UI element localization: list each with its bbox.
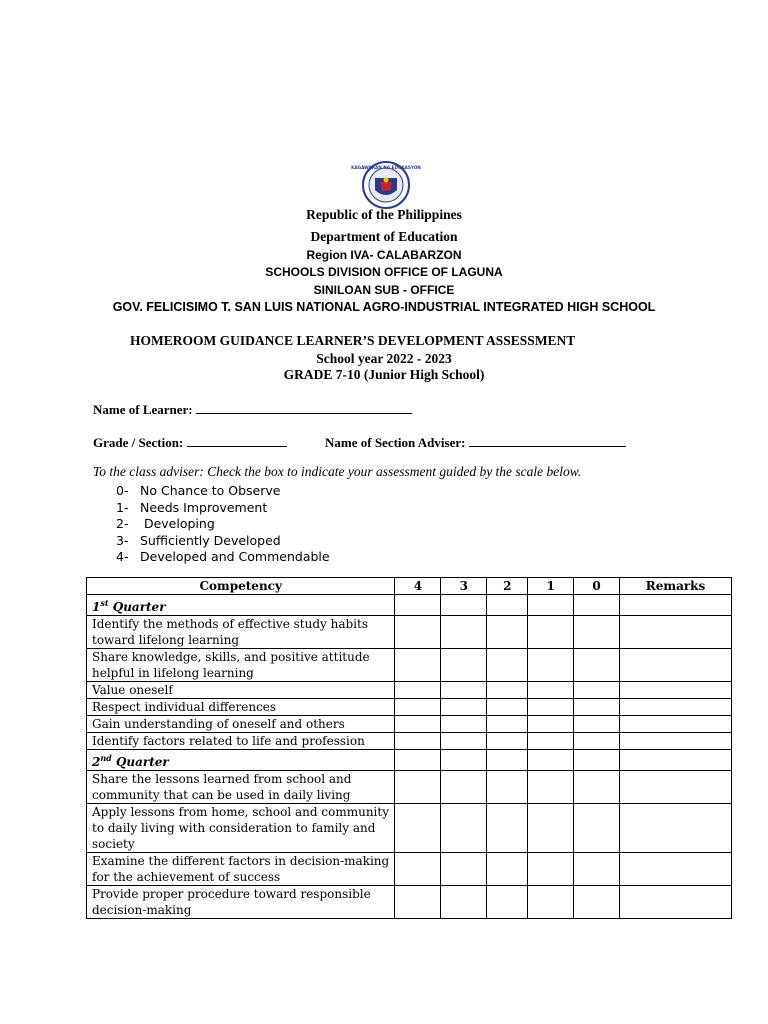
competency-text: Identify the methods of effective study habits toward lifelong learning [87, 616, 395, 649]
rating-checkbox-cell[interactable] [528, 886, 574, 919]
table-row [87, 804, 732, 853]
remarks-cell[interactable] [620, 716, 732, 733]
instructions: To the class adviser: Check the box to indicate your assessment guided by the scale below. [93, 464, 582, 479]
rating-checkbox-cell[interactable] [395, 649, 441, 682]
remarks-cell[interactable] [620, 682, 732, 699]
remarks-cell[interactable] [620, 616, 732, 649]
rating-checkbox-cell[interactable] [528, 771, 574, 804]
rating-checkbox-cell[interactable] [528, 616, 574, 649]
scale-item: 4- Developed and Commendable [116, 549, 330, 564]
scale-item: 0- No Chance to Observe [116, 483, 281, 498]
col-0: 0 [574, 578, 620, 595]
deped-seal-logo [342, 160, 430, 210]
table-row [87, 733, 732, 750]
form-title: HOMEROOM GUIDANCE LEARNER’S DEVELOPMENT ASSESSMENT [130, 333, 576, 348]
competency-text: Examine the different factors in decision-making for the achievement of success [87, 853, 395, 886]
rating-checkbox-cell[interactable] [395, 733, 441, 750]
table-row [87, 886, 732, 919]
rating-checkbox-cell[interactable] [441, 771, 487, 804]
remarks-cell[interactable] [620, 771, 732, 804]
rating-checkbox-cell[interactable] [574, 771, 620, 804]
rating-checkbox-cell[interactable] [574, 733, 620, 750]
suboffice-line: SINILOAN SUB - OFFICE [313, 283, 455, 297]
rating-checkbox-cell[interactable] [574, 699, 620, 716]
rating-checkbox-cell[interactable] [528, 733, 574, 750]
competency-text: Gain understanding of oneself and others [87, 716, 395, 733]
rating-checkbox-cell[interactable] [574, 649, 620, 682]
quarter-1-header: 1st Quarter [87, 595, 732, 616]
col-3: 3 [441, 578, 487, 595]
adviser-field[interactable] [325, 434, 626, 451]
rating-checkbox-cell[interactable] [441, 804, 487, 853]
rating-checkbox-cell[interactable] [487, 699, 528, 716]
remarks-cell[interactable] [620, 699, 732, 716]
school-year: School year 2022 - 2023 [316, 351, 452, 366]
school-name: GOV. FELICISIMO T. SAN LUIS NATIONAL AGRO-INDUSTRIAL INTEGRATED HIGH SCHOOL [112, 300, 656, 314]
table-row [87, 853, 732, 886]
rating-checkbox-cell[interactable] [487, 733, 528, 750]
rating-checkbox-cell[interactable] [528, 699, 574, 716]
blank-cell [395, 750, 441, 771]
region-line: Region IVA- CALABARZON [306, 248, 462, 262]
blank-cell [487, 750, 528, 771]
quarter-2-header: 2nd Quarter [87, 750, 732, 771]
blank-cell [395, 595, 441, 616]
rating-checkbox-cell[interactable] [574, 886, 620, 919]
rating-checkbox-cell[interactable] [528, 716, 574, 733]
division-line: SCHOOLS DIVISION OFFICE OF LAGUNA [265, 265, 503, 279]
assessment-table [86, 577, 732, 919]
col-remarks: Remarks [620, 578, 732, 595]
rating-checkbox-cell[interactable] [441, 682, 487, 699]
blank-cell [574, 750, 620, 771]
competency-text: Respect individual differences [87, 699, 395, 716]
competency-text: Share the lessons learned from school and community that can be used in daily living [87, 771, 395, 804]
rating-checkbox-cell[interactable] [528, 682, 574, 699]
competency-text: Share knowledge, skills, and positive attitude helpful in lifelong learning [87, 649, 395, 682]
table-header-row [87, 578, 732, 595]
rating-checkbox-cell[interactable] [395, 616, 441, 649]
rating-checkbox-cell[interactable] [441, 733, 487, 750]
rating-checkbox-cell[interactable] [441, 649, 487, 682]
table-row [87, 616, 732, 649]
adviser-blank[interactable] [469, 434, 626, 447]
remarks-cell[interactable] [620, 733, 732, 750]
table-row [87, 699, 732, 716]
col-1: 1 [528, 578, 574, 595]
rating-checkbox-cell[interactable] [395, 699, 441, 716]
rating-checkbox-cell[interactable] [487, 804, 528, 853]
grade-section-label: Grade / Section: [93, 435, 184, 450]
table-row [87, 771, 732, 804]
rating-checkbox-cell[interactable] [487, 649, 528, 682]
rating-checkbox-cell[interactable] [487, 616, 528, 649]
competency-text: Value oneself [87, 682, 395, 699]
blank-cell [620, 595, 732, 616]
rating-checkbox-cell[interactable] [441, 716, 487, 733]
table-row [87, 716, 732, 733]
rating-checkbox-cell[interactable] [487, 853, 528, 886]
blank-cell [574, 595, 620, 616]
rating-checkbox-cell[interactable] [487, 886, 528, 919]
rating-checkbox-cell[interactable] [574, 616, 620, 649]
rating-checkbox-cell[interactable] [441, 616, 487, 649]
rating-checkbox-cell[interactable] [441, 886, 487, 919]
col-competency: Competency [87, 578, 395, 595]
remarks-cell[interactable] [620, 853, 732, 886]
competency-text: Apply lessons from home, school and community to daily living with consideration to family and society [87, 804, 395, 853]
learner-name-blank[interactable] [196, 401, 412, 414]
competency-text: Identify factors related to life and profession [87, 733, 395, 750]
scale-item: 1- Needs Improvement [116, 500, 268, 515]
rating-checkbox-cell[interactable] [528, 649, 574, 682]
col-2: 2 [487, 578, 528, 595]
seal-text: KAGAWARAN NG EDUKASYON [351, 165, 421, 170]
rating-checkbox-cell[interactable] [528, 853, 574, 886]
blank-cell [528, 595, 574, 616]
rating-checkbox-cell[interactable] [395, 804, 441, 853]
rating-checkbox-cell[interactable] [395, 853, 441, 886]
blank-cell [528, 750, 574, 771]
rating-checkbox-cell[interactable] [574, 853, 620, 886]
rating-checkbox-cell[interactable] [395, 886, 441, 919]
blank-cell [441, 750, 487, 771]
rating-checkbox-cell[interactable] [395, 716, 441, 733]
remarks-cell[interactable] [620, 649, 732, 682]
rating-checkbox-cell[interactable] [574, 716, 620, 733]
blank-cell [441, 595, 487, 616]
rating-checkbox-cell[interactable] [395, 682, 441, 699]
table-row [87, 682, 732, 699]
learner-name-field[interactable] [93, 401, 412, 418]
rating-checkbox-cell[interactable] [487, 682, 528, 699]
rating-checkbox-cell[interactable] [487, 771, 528, 804]
remarks-cell[interactable] [620, 804, 732, 853]
rating-checkbox-cell[interactable] [528, 804, 574, 853]
department-line: Department of Education [310, 229, 458, 244]
table-row [87, 649, 732, 682]
rating-checkbox-cell[interactable] [395, 771, 441, 804]
remarks-cell[interactable] [620, 886, 732, 919]
col-4: 4 [395, 578, 441, 595]
competency-text: Provide proper procedure toward responsible decision-making [87, 886, 395, 919]
learner-name-label: Name of Learner: [93, 402, 193, 417]
scale-item: 3- Sufficiently Developed [116, 533, 281, 548]
rating-checkbox-cell[interactable] [441, 853, 487, 886]
grade-section-blank[interactable] [187, 434, 287, 447]
rating-checkbox-cell[interactable] [574, 804, 620, 853]
grade-section-field[interactable] [93, 434, 287, 451]
blank-cell [620, 750, 732, 771]
grade-level: GRADE 7-10 (Junior High School) [283, 367, 485, 382]
rating-checkbox-cell[interactable] [441, 699, 487, 716]
rating-checkbox-cell[interactable] [574, 682, 620, 699]
adviser-label: Name of Section Adviser: [325, 435, 466, 450]
rating-checkbox-cell[interactable] [487, 716, 528, 733]
blank-cell [487, 595, 528, 616]
republic-line: Republic of the Philippines [306, 207, 462, 222]
scale-item: 2- Developing [116, 516, 215, 531]
